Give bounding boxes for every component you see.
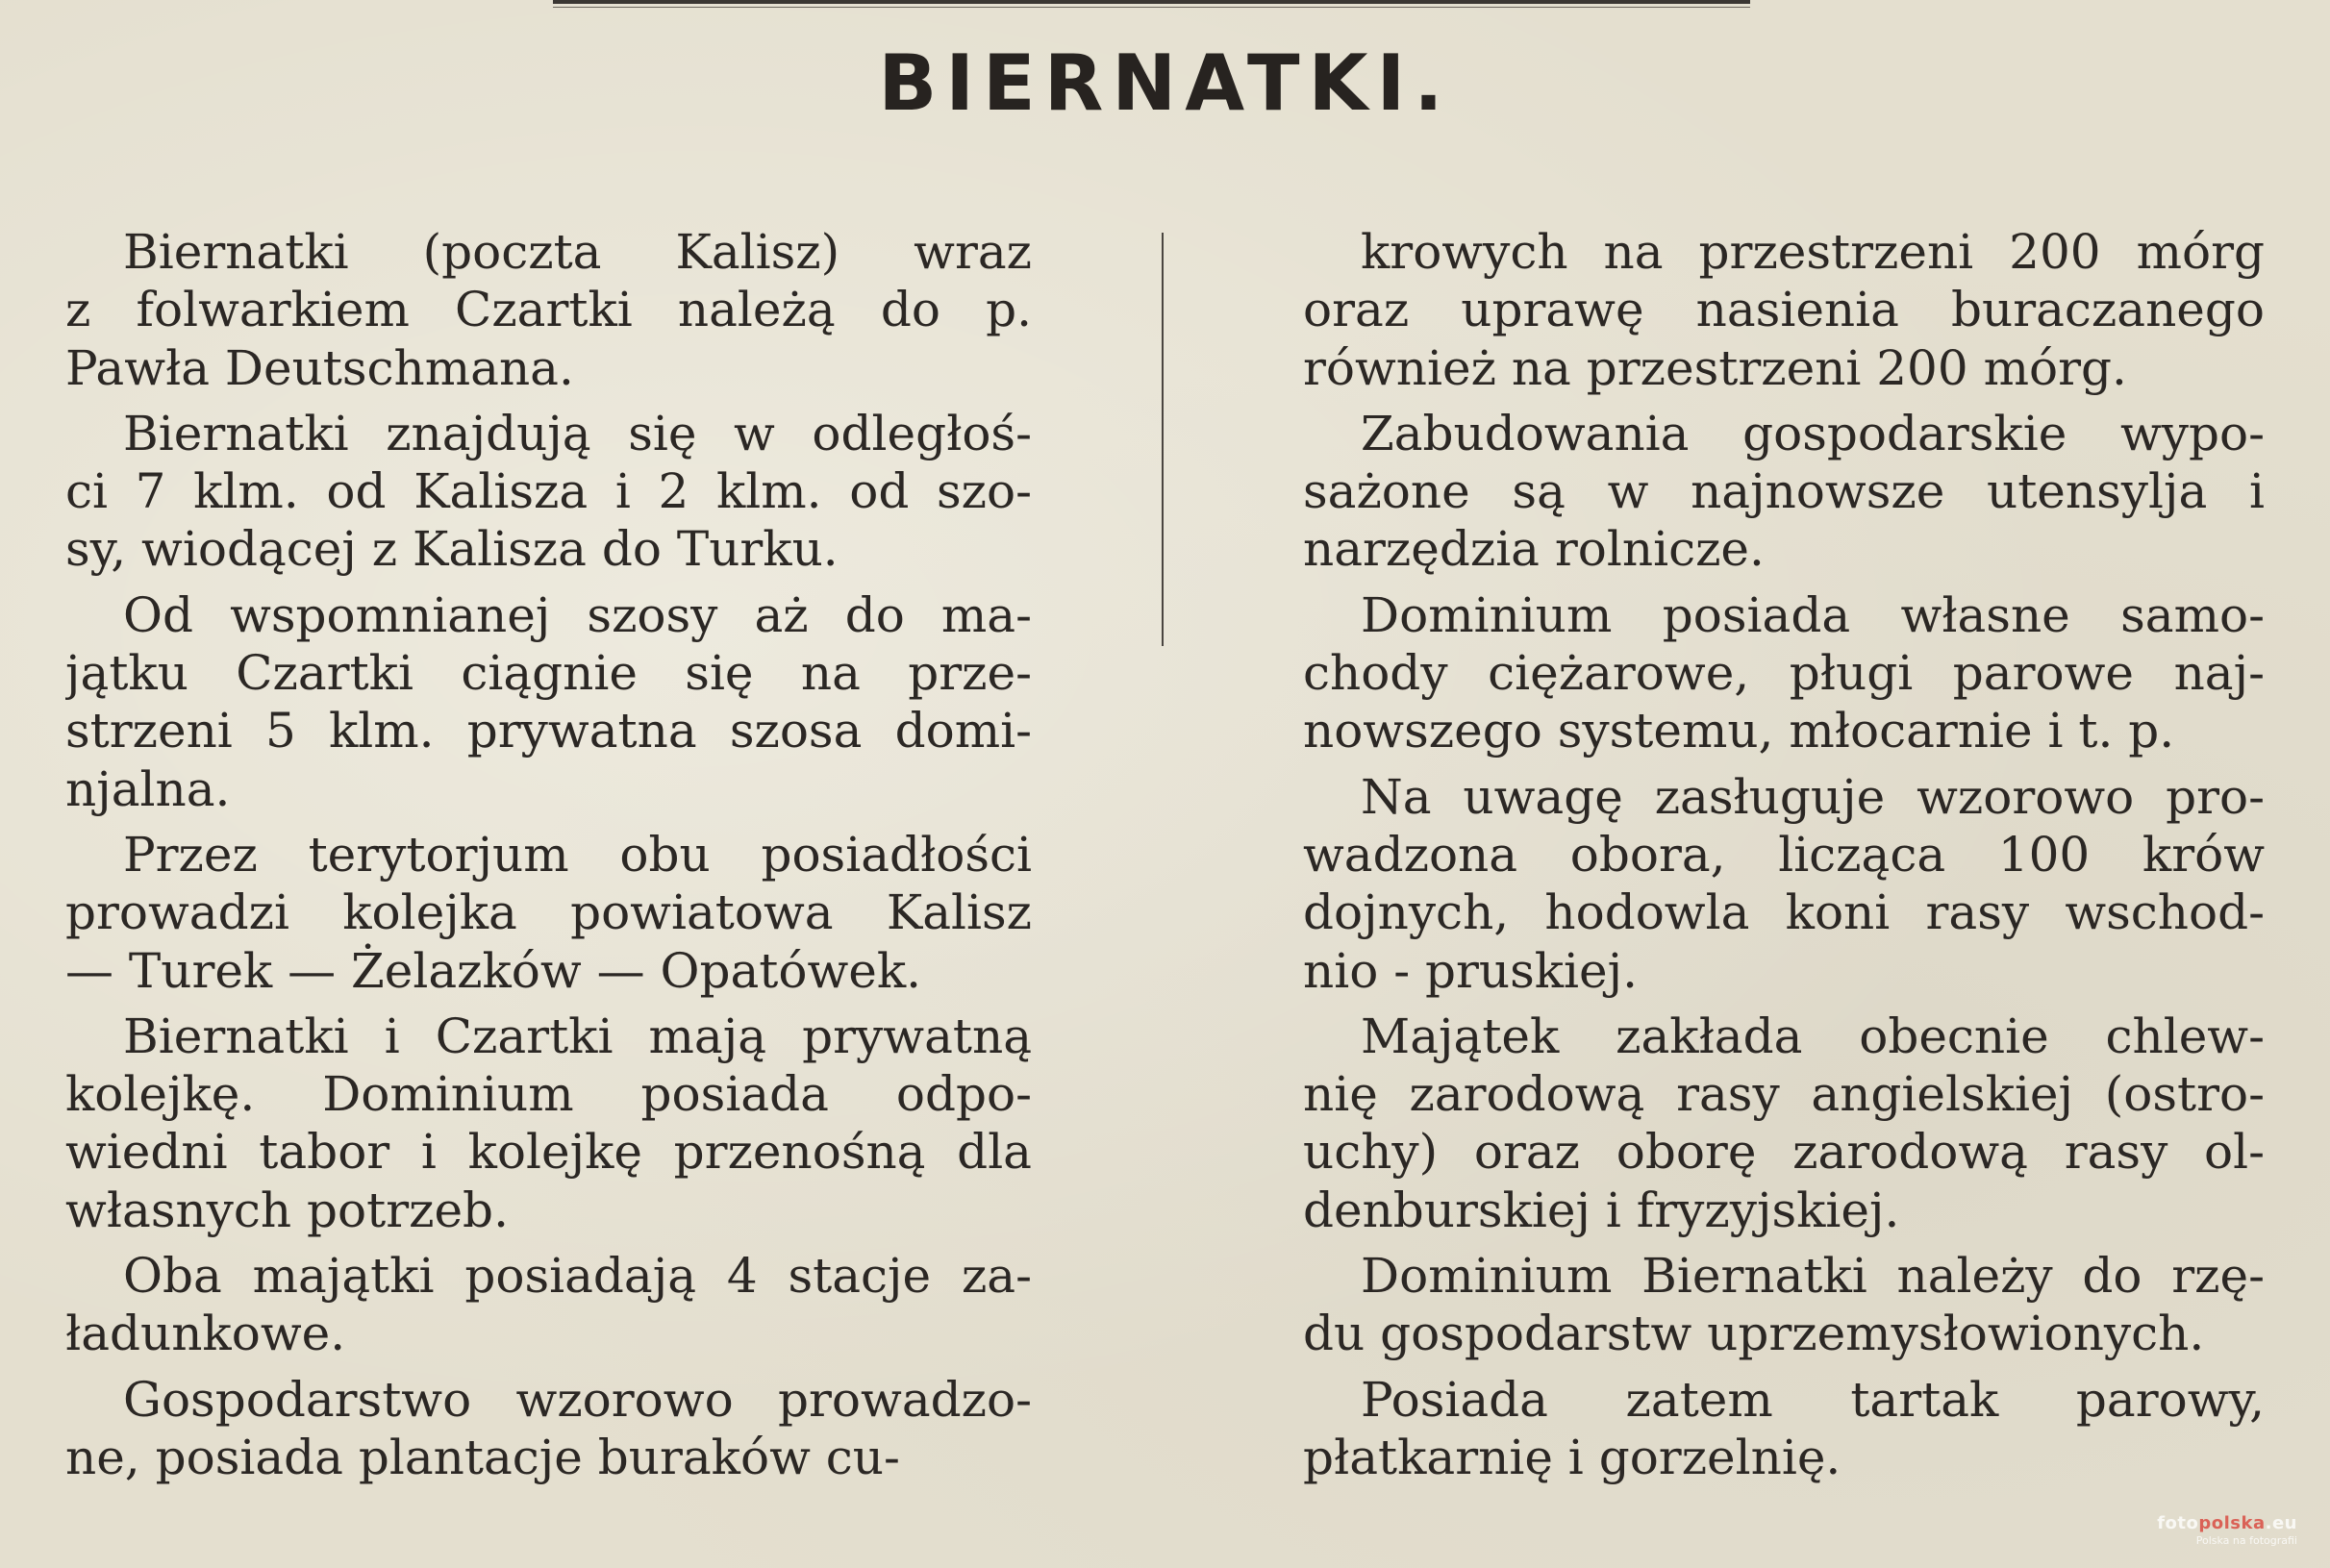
paragraph-gap bbox=[65, 818, 1032, 826]
text-line: sażone są w najnowsze utensylja i bbox=[1303, 463, 2265, 520]
text-line: płatkarnię i gorzelnię. bbox=[1303, 1429, 1841, 1485]
text-line: Oba majątki posiadają 4 stacje za- bbox=[123, 1248, 1032, 1305]
text-line: sy, wiodącej z Kalisza do Turku. bbox=[65, 521, 839, 578]
text-line: njalna. bbox=[65, 760, 231, 817]
paragraph-gap bbox=[1303, 1363, 2265, 1371]
paragraph-gap bbox=[1303, 1000, 2265, 1008]
paragraph-gap bbox=[1303, 397, 2265, 405]
paragraph-gap bbox=[65, 397, 1032, 405]
right-paragraph bbox=[1303, 1371, 2265, 1487]
paragraph-gap bbox=[65, 1000, 1032, 1008]
text-line: wadzona obora, licząca 100 krów bbox=[1303, 826, 2265, 883]
left-column bbox=[65, 223, 1032, 1486]
text-line: denburskiej i fryzyjskiej. bbox=[1303, 1182, 1900, 1238]
right-paragraph bbox=[1303, 1008, 2265, 1239]
watermark-brand bbox=[2157, 1513, 2297, 1533]
text-line: Gospodarstwo wzorowo prowadzo- bbox=[123, 1371, 1032, 1428]
left-paragraph bbox=[65, 1247, 1032, 1363]
text-line: uchy) oraz oborę zarodową rasy ol- bbox=[1303, 1124, 2265, 1181]
left-paragraph bbox=[65, 826, 1032, 1000]
right-paragraph bbox=[1303, 405, 2265, 579]
text-line: ne, posiada plantacje buraków cu- bbox=[65, 1429, 900, 1485]
text-line: Dominium posiada własne samo- bbox=[1361, 586, 2265, 643]
left-paragraph bbox=[65, 223, 1032, 397]
text-line: chody ciężarowe, pługi parowe naj- bbox=[1303, 645, 2265, 702]
left-paragraph bbox=[65, 1371, 1032, 1487]
text-line: Pawła Deutschmana. bbox=[65, 339, 574, 396]
text-line: jątku Czartki ciągnie się na prze- bbox=[65, 645, 1032, 702]
right-paragraph bbox=[1303, 768, 2265, 1000]
text-line: kolejkę. Dominium posiada odpo- bbox=[65, 1066, 1032, 1123]
text-line: nowszego systemu, młocarnie i t. p. bbox=[1303, 703, 2175, 759]
right-paragraph bbox=[1303, 223, 2265, 397]
paragraph-gap bbox=[1303, 1239, 2265, 1247]
text-line: Na uwagę zasługuje wzorowo pro- bbox=[1361, 768, 2265, 825]
watermark-brand-prefix: foto bbox=[2157, 1513, 2199, 1533]
text-line: również na przestrzeni 200 mórg. bbox=[1303, 339, 2127, 396]
right-column bbox=[1303, 223, 2265, 1486]
watermark-tagline: Polska na fotografii bbox=[2195, 1534, 2297, 1547]
right-paragraph bbox=[1303, 586, 2265, 760]
text-line: ci 7 klm. od Kalisza i 2 klm. od szo- bbox=[65, 463, 1032, 520]
text-line: Posiada zatem tartak parowy, bbox=[1361, 1371, 2265, 1428]
text-line: narzędzia rolnicze. bbox=[1303, 521, 1765, 578]
text-line: wiedni tabor i kolejkę przenośną dla bbox=[65, 1124, 1032, 1181]
text-line: Biernatki znajdują się w odległoś- bbox=[123, 405, 1032, 461]
paragraph-gap bbox=[65, 579, 1032, 586]
left-paragraph bbox=[65, 586, 1032, 818]
watermark-brand-suffix: .eu bbox=[2265, 1513, 2297, 1533]
left-paragraph bbox=[65, 405, 1032, 579]
text-line: nio - pruskiej. bbox=[1303, 942, 1639, 999]
text-line: Biernatki (poczta Kalisz) wraz bbox=[123, 224, 1032, 280]
text-line: oraz uprawę nasienia buraczanego bbox=[1303, 282, 2265, 338]
right-paragraph bbox=[1303, 1247, 2265, 1363]
paragraph-gap bbox=[65, 1239, 1032, 1247]
text-line: z folwarkiem Czartki należą do p. bbox=[65, 282, 1032, 338]
text-line: Dominium Biernatki należy do rzę- bbox=[1361, 1248, 2265, 1305]
paragraph-gap bbox=[1303, 579, 2265, 586]
text-line: nię zarodową rasy angielskiej (ostro- bbox=[1303, 1066, 2265, 1123]
text-line: du gospodarstw uprzemysłowionych. bbox=[1303, 1306, 2205, 1362]
text-line: — Turek — Żelazków — Opatówek. bbox=[65, 942, 922, 999]
text-line: krowych na przestrzeni 200 mórg bbox=[1361, 224, 2265, 280]
column-divider bbox=[1162, 233, 1164, 646]
text-line: Przez terytorjum obu posiadłości bbox=[123, 826, 1032, 883]
text-line: Majątek zakłada obecnie chlew- bbox=[1361, 1008, 2265, 1064]
text-line: własnych potrzeb. bbox=[65, 1182, 509, 1238]
text-line: ładunkowe. bbox=[65, 1306, 346, 1362]
watermark-brand-accent: polska bbox=[2198, 1513, 2266, 1533]
left-paragraph bbox=[65, 1008, 1032, 1239]
top-rule-thin bbox=[553, 7, 1750, 8]
top-rule bbox=[553, 0, 1750, 4]
text-line: dojnych, hodowla koni rasy wschod- bbox=[1303, 884, 2265, 941]
text-line: strzeni 5 klm. prywatna szosa domi- bbox=[65, 703, 1032, 759]
text-line: prowadzi kolejka powiatowa Kalisz bbox=[65, 884, 1032, 941]
paragraph-gap bbox=[65, 1363, 1032, 1371]
text-line: Zabudowania gospodarskie wypo- bbox=[1361, 405, 2265, 461]
watermark bbox=[2157, 1513, 2297, 1547]
paragraph-gap bbox=[1303, 760, 2265, 768]
page-title: BIERNATKI. bbox=[878, 38, 1452, 128]
text-line: Biernatki i Czartki mają prywatną bbox=[123, 1008, 1032, 1064]
text-line: Od wspomnianej szosy aż do ma- bbox=[123, 586, 1032, 643]
